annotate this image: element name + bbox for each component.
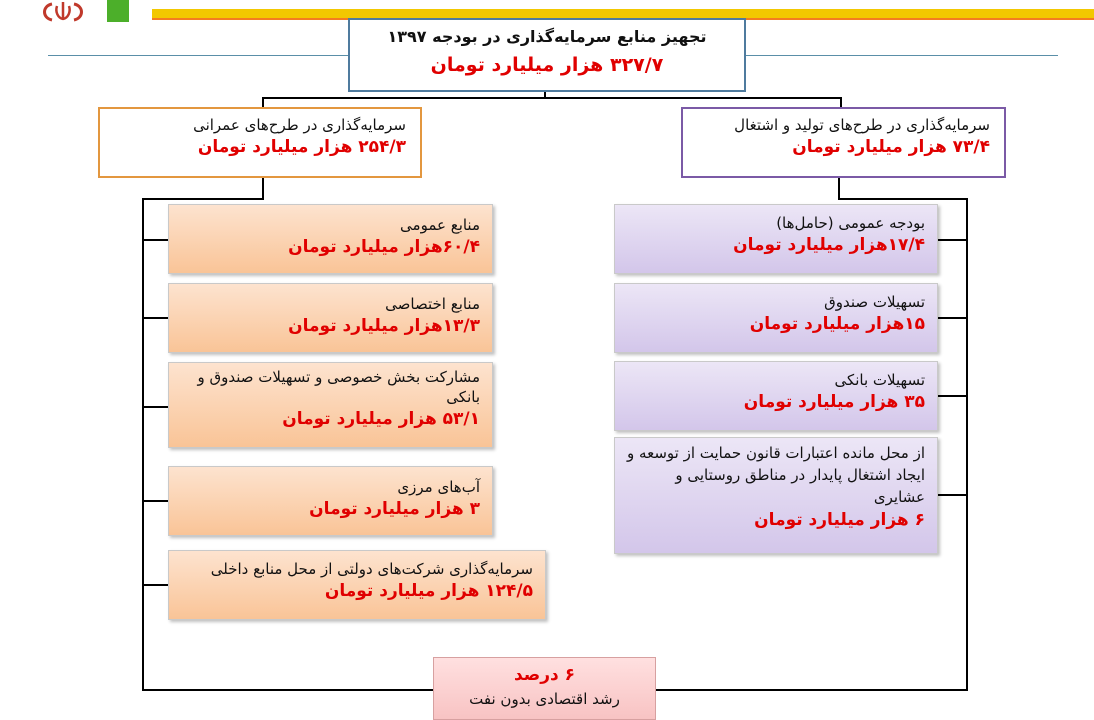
- root-value: ۳۲۷/۷ هزار میلیارد تومان: [430, 54, 664, 76]
- item-value: ۱۲۴/۵ هزار میلیارد تومان: [324, 581, 533, 601]
- green-square: [107, 0, 129, 22]
- growth-rate-box: [433, 657, 656, 720]
- item-label: آب‌های مرزی: [397, 478, 480, 496]
- right-item-bank-loans: [614, 361, 938, 431]
- item-value: ۶ هزار میلیارد تومان: [754, 510, 925, 530]
- right-group-title: سرمایه‌گذاری در طرح‌های تولید و اشتغال: [734, 116, 990, 134]
- growth-label: رشد اقتصادی بدون نفت: [469, 690, 620, 708]
- item-label: تسهیلات بانکی: [834, 371, 925, 389]
- item-value: ۶۰/۴هزار میلیارد تومان: [288, 237, 480, 257]
- right-group-header: [681, 107, 1006, 178]
- header-yellow-bar: [152, 9, 1094, 18]
- item-value: ۱۷/۴هزار میلیارد تومان: [733, 235, 925, 255]
- left-group-value: ۲۵۴/۳ هزار میلیارد تومان: [197, 137, 406, 157]
- right-item-rural-employment: [614, 437, 938, 554]
- growth-value: ۶ درصد: [513, 665, 576, 685]
- right-item-public-budget: [614, 204, 938, 274]
- item-label: منابع عمومی: [400, 216, 480, 234]
- item-label: منابع اختصاصی: [385, 295, 480, 313]
- root-title: تجهیز منابع سرمایه‌گذاری در بودجه ۱۳۹۷: [387, 27, 707, 46]
- root-node: [348, 18, 746, 92]
- item-value: ۳ هزار میلیارد تومان: [309, 499, 480, 519]
- item-value: ۱۵هزار میلیارد تومان: [749, 314, 925, 334]
- left-group-header: [98, 107, 422, 178]
- iran-emblem-icon: [38, 0, 88, 22]
- left-item-border-water: [168, 466, 493, 536]
- right-group-value: ۷۳/۴ هزار میلیارد تومان: [792, 137, 990, 157]
- item-label: سرمایه‌گذاری شرکت‌های دولتی از محل منابع داخلی: [210, 560, 533, 578]
- left-group-title: سرمایه‌گذاری در طرح‌های عمرانی: [193, 116, 406, 134]
- item-label: از محل مانده اعتبارات قانون حمایت از توسعه و ایجاد اشتغال پایدار در مناطق روستایی و عشایری: [627, 444, 925, 506]
- item-label: تسهیلات صندوق: [824, 293, 925, 311]
- left-item-state-companies: [168, 550, 546, 620]
- item-label: بودجه عمومی (حامل‌ها): [776, 214, 925, 232]
- left-item-dedicated: [168, 283, 493, 353]
- left-item-public: [168, 204, 493, 274]
- item-value: ۱۳/۳هزار میلیارد تومان: [288, 316, 480, 336]
- left-item-private: [168, 362, 493, 448]
- item-label: مشارکت بخش خصوصی و تسهیلات صندوق و بانکی: [197, 368, 480, 406]
- item-value: ۵۳/۱ هزار میلیارد تومان: [282, 409, 480, 429]
- item-value: ۳۵ هزار میلیارد تومان: [743, 392, 925, 412]
- right-item-fund-loans: [614, 283, 938, 353]
